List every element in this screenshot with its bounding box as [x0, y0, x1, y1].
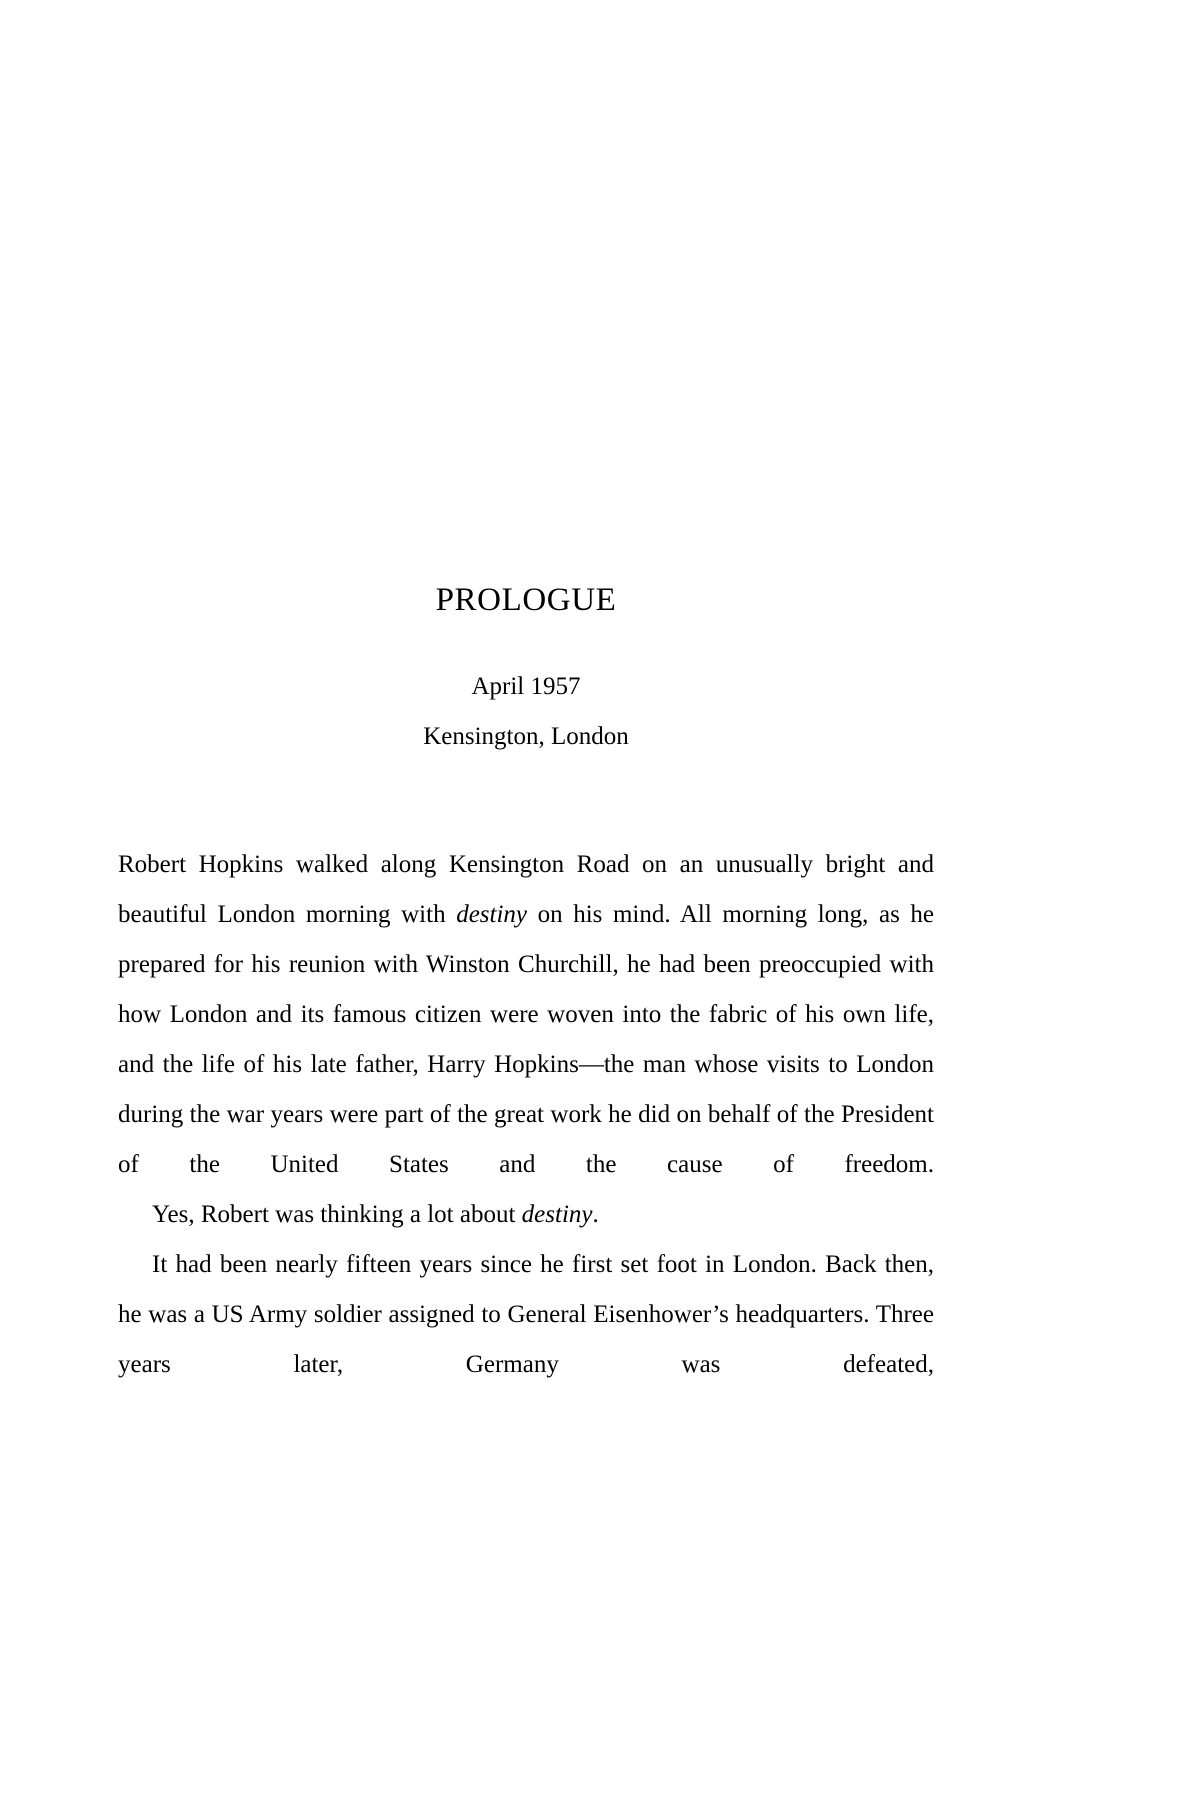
- page-title: PROLOGUE: [435, 582, 617, 618]
- emphasis-text: destiny: [521, 1201, 593, 1228]
- paragraph: Robert Hopkins walked along Kensington Road on an unusually bright and beautiful London morning with destiny on his mind. All morning long, as he prepared for his reunion with Winston Churchill, he had been preoccupied with how London and its famous citizen were woven into the fabric of his own life, and the life of his late father, Harry Hopkins—the man whose visits to London during the war years were part of the great work he did on behalf of the President of the United States and the cause of freedom.: [118, 851, 935, 1178]
- page-content-column: [118, 0, 934, 1390]
- paragraph: Yes, Robert was thinking a lot about destiny.: [152, 1201, 599, 1228]
- paragraph: It had been nearly fifteen years since he first set foot in London. Back then, he was a US Army soldier assigned to General Eisenhower’s headquarters. Three years later, Germany was defeated,: [118, 1251, 934, 1378]
- emphasis-text: destiny: [456, 901, 528, 928]
- subtitle-place: Kensington, London: [423, 723, 629, 750]
- subtitle-date: April 1957: [471, 673, 581, 700]
- body-text: [118, 840, 934, 1390]
